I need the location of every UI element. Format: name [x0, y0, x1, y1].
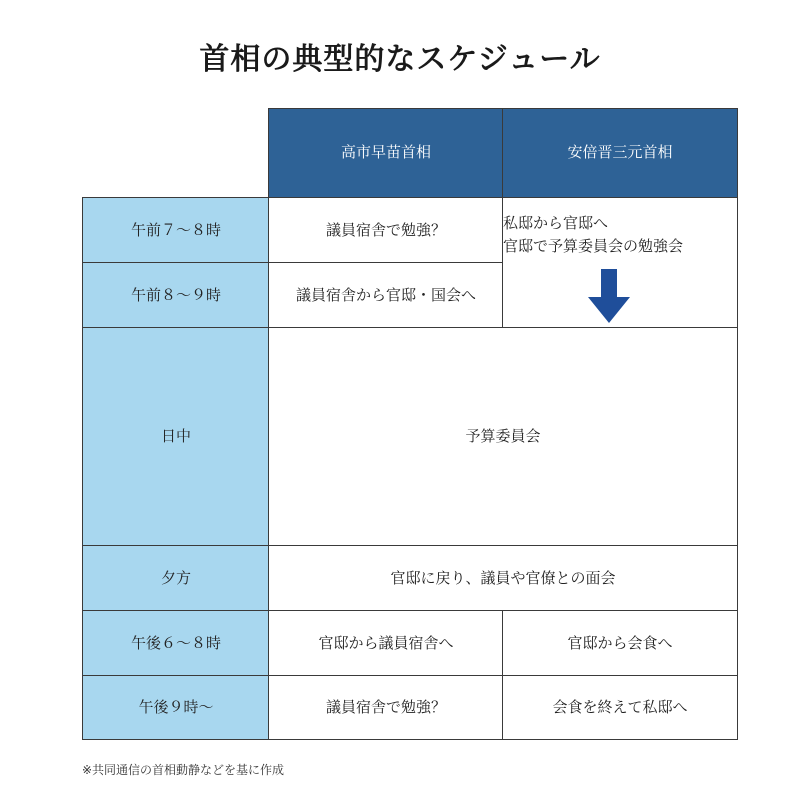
abe-6-8pm: 官邸から会食へ [502, 610, 738, 677]
takaichi-6-8pm: 官邸から議員宿舎へ [268, 610, 504, 677]
arrow-down-icon [586, 269, 632, 323]
abe-9pm: 会食を終えて私邸へ [502, 675, 738, 740]
evening-shared: 官邸に戻り、議員や官僚との面会 [268, 545, 738, 612]
time-label-6-8pm: 午後６～８時 [82, 610, 270, 677]
abe-morning-line1: 私邸から官邸へ [503, 214, 609, 232]
takaichi-9pm: 議員宿舎で勉強？ [268, 675, 504, 740]
daytime-shared: 予算委員会 [268, 327, 738, 547]
time-label-evening: 夕方 [82, 545, 270, 612]
takaichi-8-9: 議員宿舎から官邸・国会へ [268, 262, 504, 329]
header-takaichi: 高市早苗首相 [268, 108, 504, 198]
time-label-daytime: 日中 [82, 327, 270, 547]
takaichi-7-8: 議員宿舎で勉強？ [268, 197, 504, 264]
header-abe: 安倍晋三元首相 [502, 108, 738, 198]
abe-morning-line2: 官邸で予算委員会の勉強会 [503, 237, 684, 256]
time-label-7-8: 午前７～８時 [82, 197, 270, 264]
time-label-8-9: 午前８～９時 [82, 262, 270, 329]
source-note: ※共同通信の首相動静などを基に作成 [82, 763, 285, 777]
page-title: 首相の典型的なスケジュール [199, 42, 601, 77]
time-label-9pm: 午後９時～ [82, 675, 270, 740]
